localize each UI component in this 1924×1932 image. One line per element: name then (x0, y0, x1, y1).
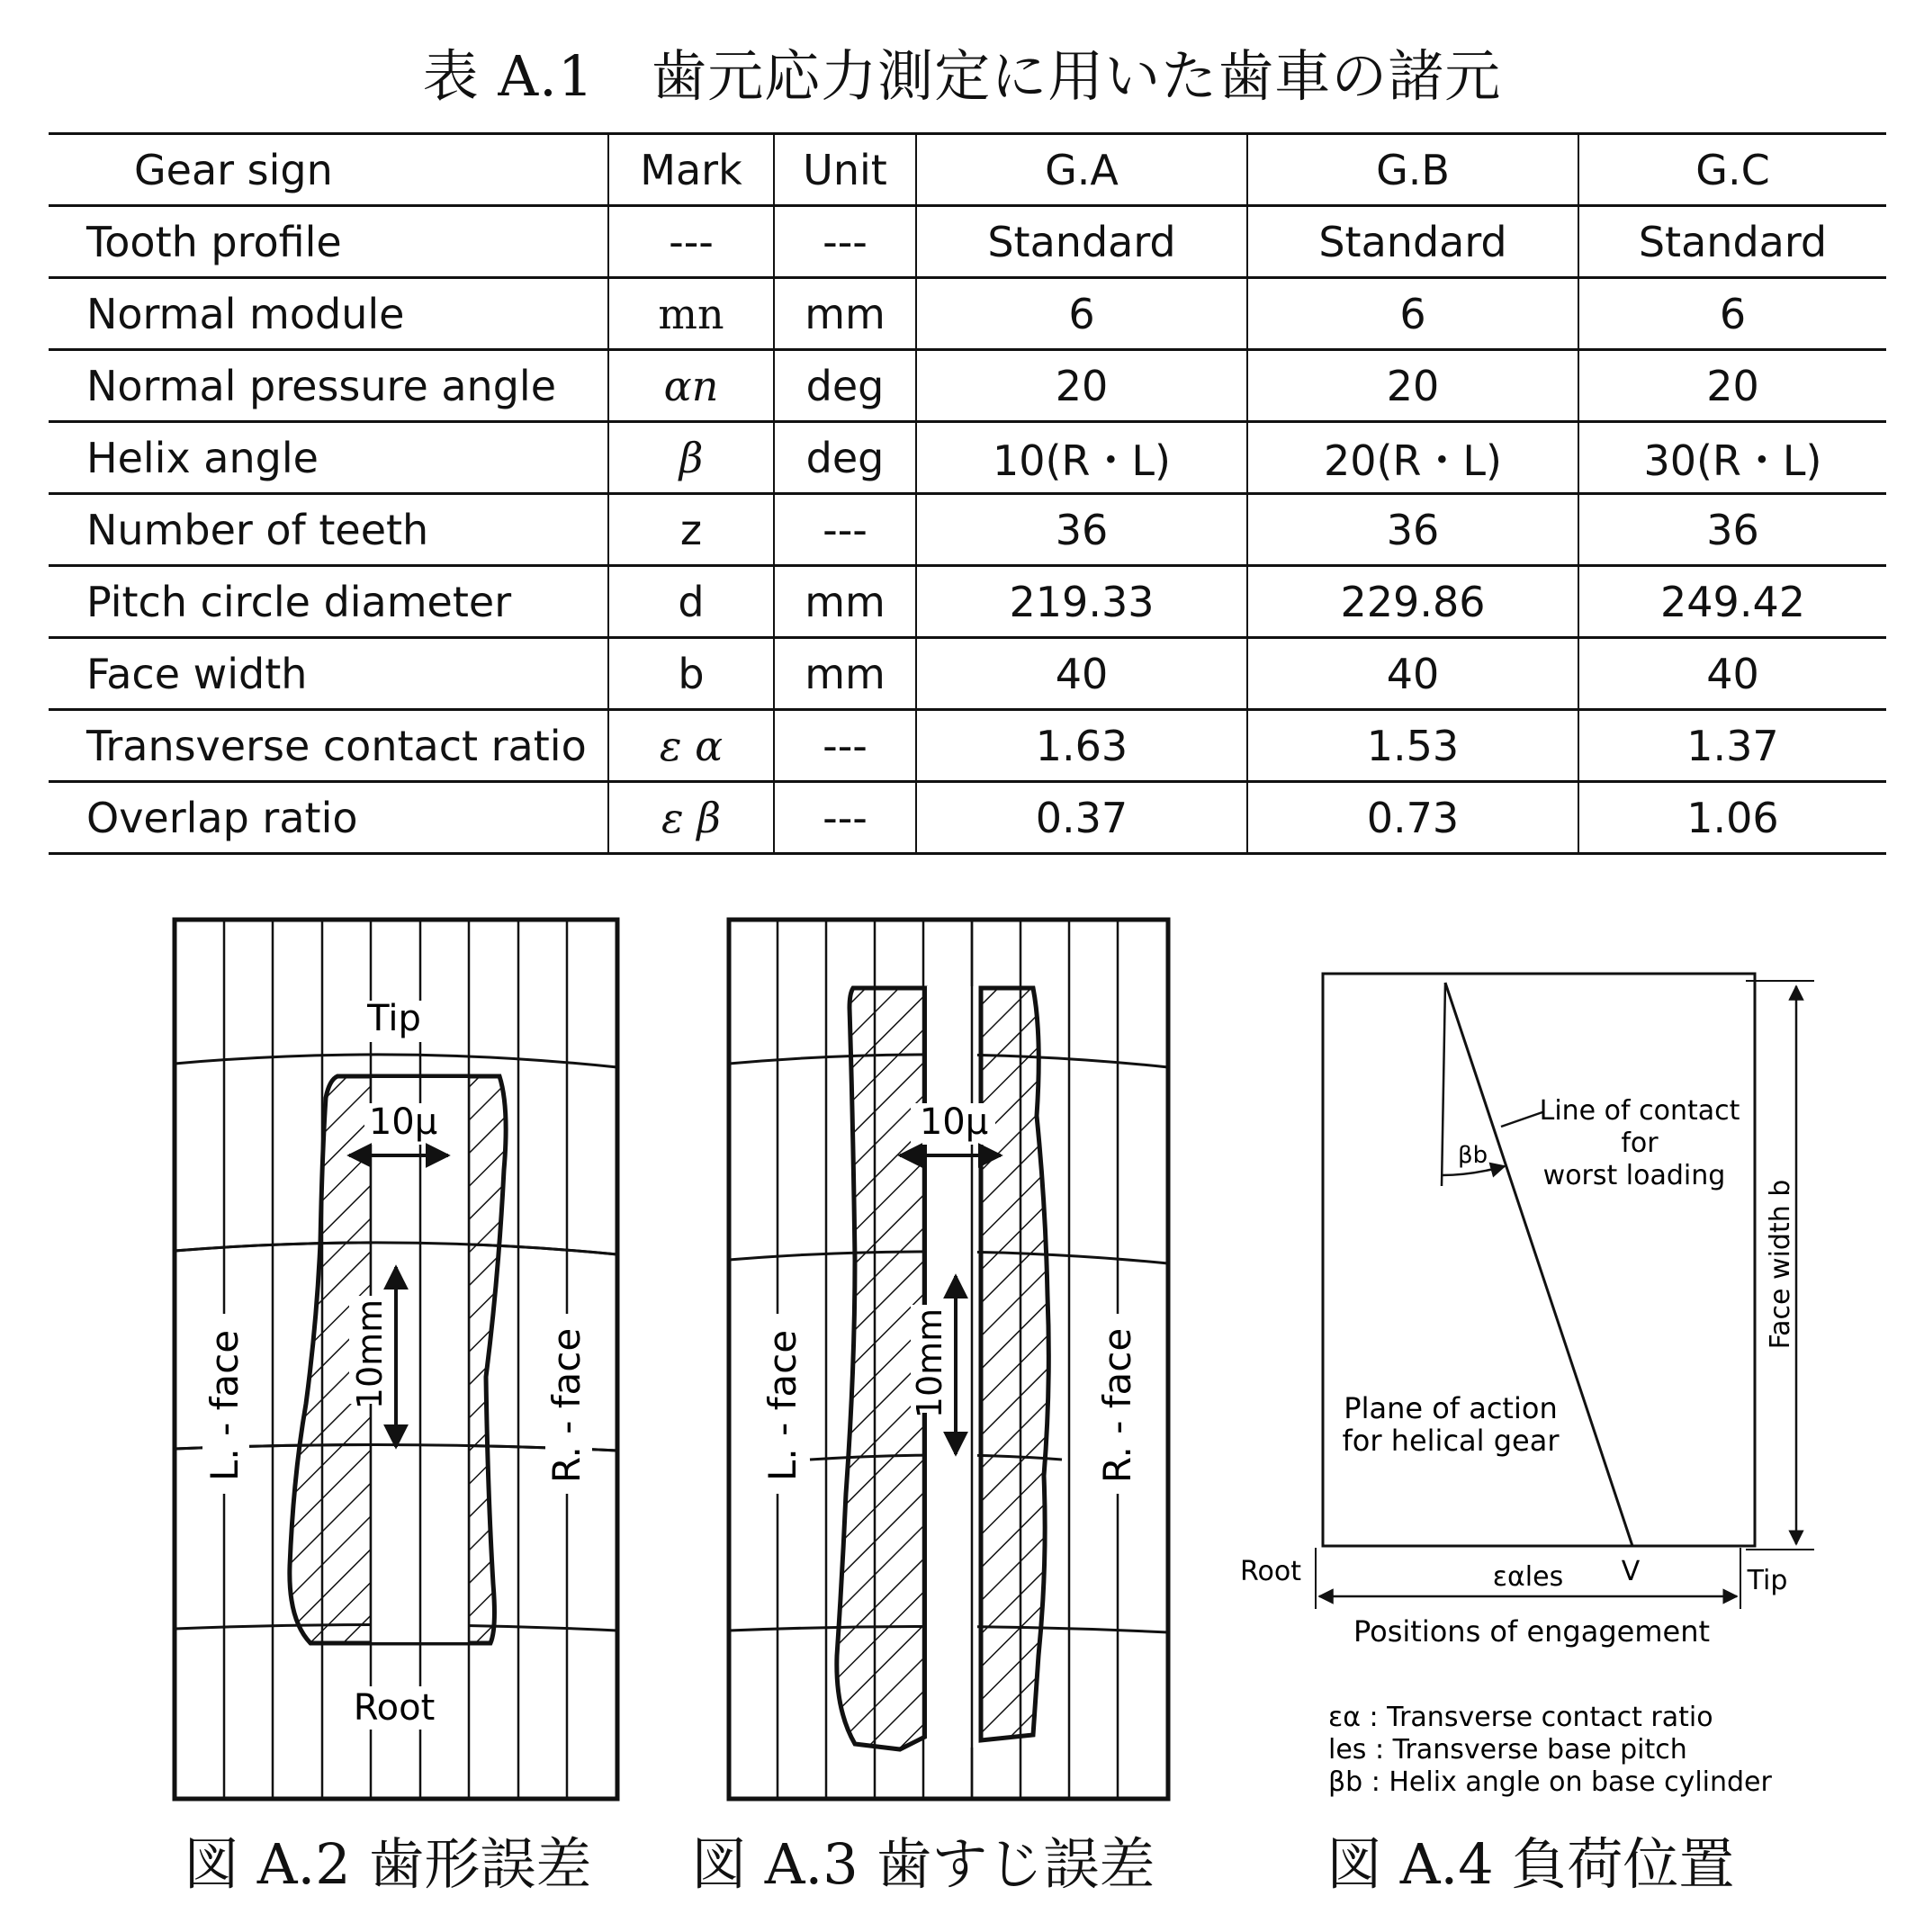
row-unit: mm (774, 566, 916, 638)
fig-a4-face-width-label: Face width b (1765, 1179, 1796, 1350)
row-label: Number of teeth (49, 494, 608, 566)
fig-a4-eps-les-label: εαles (1492, 1561, 1564, 1593)
fig-a4-tip-label: Tip (1747, 1565, 1788, 1596)
row-value-ga: 36 (916, 494, 1247, 566)
row-mark: αn (608, 350, 774, 422)
row-value-ga: 10(R・L) (916, 422, 1247, 494)
fig-a3-caption: 図 A.3 歯すじ誤差 (691, 1831, 1155, 1897)
row-value-gb: 0.73 (1247, 782, 1578, 854)
fig-a3-left-face-label: L. - face (760, 1329, 805, 1482)
fig-a3-mm-label: 10mm (910, 1307, 949, 1419)
row-mark: b (608, 638, 774, 710)
fig-a4-load-position (1240, 974, 1814, 1798)
row-mark: z (608, 494, 774, 566)
fig-a2-profile-error (175, 920, 617, 1799)
row-label: Transverse contact ratio (49, 710, 608, 782)
row-value-gb: 20(R・L) (1247, 422, 1578, 494)
row-value-gc: 6 (1578, 278, 1886, 350)
header-gb: G.B (1247, 134, 1578, 206)
fig-a3-lead-error (729, 920, 1168, 1799)
table-title: 表 A.1 歯元応力測定に用いた歯車の諸元 (422, 43, 1502, 109)
row-value-gb: 36 (1247, 494, 1578, 566)
row-value-gc: 249.42 (1578, 566, 1886, 638)
row-value-ga: 20 (916, 350, 1247, 422)
fig-a4-beta-label: βb (1458, 1142, 1488, 1169)
fig-a2-left-face-label: L. - face (202, 1329, 247, 1482)
fig-a2-micro-label: 10μ (368, 1101, 438, 1143)
row-mark: ε α (608, 710, 774, 782)
row-value-gb: 40 (1247, 638, 1578, 710)
row-label: Normal pressure angle (49, 350, 608, 422)
row-value-gc: 1.37 (1578, 710, 1886, 782)
fig-a4-legend-1: εα : Transverse contact ratio (1328, 1702, 1713, 1733)
fig-a4-line-of-contact (1445, 983, 1632, 1546)
row-unit: mm (774, 278, 916, 350)
row-mark: --- (608, 206, 774, 278)
fig-a3-hatched-right (981, 988, 1048, 1740)
fig-a3-micro-label: 10μ (919, 1101, 989, 1143)
row-value-gc: Standard (1578, 206, 1886, 278)
row-label: Helix angle (49, 422, 608, 494)
row-label: Pitch circle diameter (49, 566, 608, 638)
row-unit: --- (774, 710, 916, 782)
row-unit: deg (774, 422, 916, 494)
row-value-gc: 36 (1578, 494, 1886, 566)
row-unit: deg (774, 350, 916, 422)
row-value-gb: 1.53 (1247, 710, 1578, 782)
fig-a4-positions-label: Positions of engagement (1353, 1614, 1711, 1649)
fig-a2-root-label: Root (353, 1687, 436, 1729)
fig-a2-mm-label: 10mm (350, 1298, 390, 1410)
fig-a3-right-face-label: R. - face (1095, 1327, 1139, 1484)
header-unit: Unit (774, 134, 916, 206)
fig-a4-vertical-ref (1442, 983, 1445, 1186)
header-gear-sign: Gear sign (49, 134, 608, 206)
fig-a4-loc-line1: Line of contact (1539, 1095, 1740, 1127)
fig-a4-caption: 図 A.4 負荷位置 (1326, 1831, 1735, 1897)
row-value-ga: 0.37 (916, 782, 1247, 854)
fig-a4-root-label: Root (1240, 1556, 1301, 1587)
row-unit: --- (774, 206, 916, 278)
header-mark: Mark (608, 134, 774, 206)
fig-a4-legend-3: βb : Helix angle on base cylinder (1328, 1766, 1772, 1798)
fig-a4-v-label: V (1621, 1556, 1641, 1587)
row-value-gc: 20 (1578, 350, 1886, 422)
fig-a4-plane-line2: for helical gear (1342, 1424, 1560, 1458)
fig-a4-loc-line2: for (1621, 1128, 1659, 1159)
row-label: Overlap ratio (49, 782, 608, 854)
row-value-gb: 20 (1247, 350, 1578, 422)
row-label: Normal module (49, 278, 608, 350)
row-label: Tooth profile (49, 206, 608, 278)
fig-a4-plane-line1: Plane of action (1344, 1391, 1558, 1425)
row-value-gc: 30(R・L) (1578, 422, 1886, 494)
fig-a2-tip-label: Tip (367, 998, 421, 1039)
fig-a4-loc-line3: worst loading (1542, 1160, 1726, 1191)
row-mark: ε β (608, 782, 774, 854)
row-value-ga: 219.33 (916, 566, 1247, 638)
fig-a2-right-face-label: R. - face (544, 1327, 589, 1484)
fig-a4-legend-2: les : Transverse base pitch (1328, 1734, 1687, 1766)
fig-a4-plane-rect (1323, 974, 1755, 1546)
row-label: Face width (49, 638, 608, 710)
row-unit: mm (774, 638, 916, 710)
row-value-ga: 1.63 (916, 710, 1247, 782)
row-value-ga: 6 (916, 278, 1247, 350)
row-unit: --- (774, 494, 916, 566)
header-gc: G.C (1578, 134, 1886, 206)
row-unit: --- (774, 782, 916, 854)
row-value-gb: 229.86 (1247, 566, 1578, 638)
row-mark: d (608, 566, 774, 638)
row-mark: mn (608, 278, 774, 350)
row-value-ga: Standard (916, 206, 1247, 278)
header-ga: G.A (916, 134, 1247, 206)
row-value-gb: Standard (1247, 206, 1578, 278)
fig-a2-caption: 図 A.2 歯形誤差 (184, 1831, 592, 1897)
row-value-gb: 6 (1247, 278, 1578, 350)
row-value-ga: 40 (916, 638, 1247, 710)
row-value-gc: 40 (1578, 638, 1886, 710)
row-mark: β (608, 422, 774, 494)
row-value-gc: 1.06 (1578, 782, 1886, 854)
